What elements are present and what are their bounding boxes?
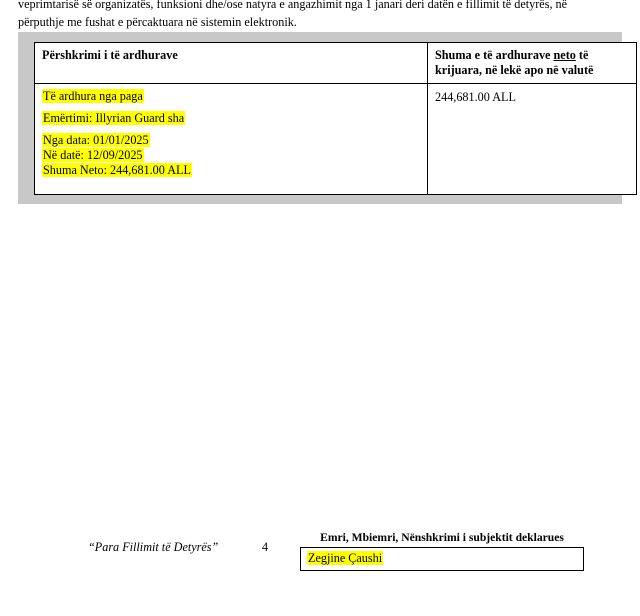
footer-quote: “Para Fillimit të Detyrës” (88, 540, 219, 554)
highlight-signature-name: Zegjine Çaushi (308, 551, 383, 565)
signature-title: Emri, Mbiemri, Nënshkrimi i subjektit deklarues (320, 531, 564, 544)
highlight-net-amount: Shuma Neto: 244,681.00 ALL (43, 163, 191, 177)
table-gray-frame (18, 32, 622, 204)
header-amount (428, 43, 637, 84)
cell-description (35, 84, 428, 195)
highlight-employer: Emërtimi: Illyrian Guard sha (43, 111, 185, 125)
header-amount-part1: Shuma e të ardhurave (435, 48, 554, 62)
table-row (35, 84, 637, 195)
cell-amount (428, 84, 637, 195)
header-description: Përshkrimi i të ardhurave (35, 43, 428, 84)
intro-line-2: përputhje me fushat e përcaktuara në sistemin elektronik. (18, 15, 297, 29)
signature-block (300, 531, 584, 571)
signature-field (300, 547, 584, 571)
highlight-income-type: Të ardhura nga paga (43, 89, 143, 103)
intro-line-1: veprimtarisë së organizatës, funksioni dhe/ose natyra e angazhimit nga 1 janari deri datën e fillimit të detyrës, në (18, 0, 568, 11)
page-number: 4 (262, 540, 269, 554)
table-header-row (35, 43, 637, 84)
spacer (42, 104, 420, 111)
intro-paragraph (18, 0, 622, 30)
amount-value: 244,681.00 ALL (435, 90, 516, 104)
income-table (34, 42, 637, 195)
header-amount-line2: krijuara, në lekë apo në valutë (435, 63, 594, 77)
highlight-to-date: Në datë: 12/09/2025 (43, 148, 143, 162)
highlight-from-date: Nga data: 01/01/2025 (43, 133, 149, 147)
spacer (42, 126, 420, 133)
header-amount-underlined: neto (553, 48, 576, 62)
header-amount-part2: të (575, 48, 589, 62)
intro-line-clipped (18, 0, 622, 14)
